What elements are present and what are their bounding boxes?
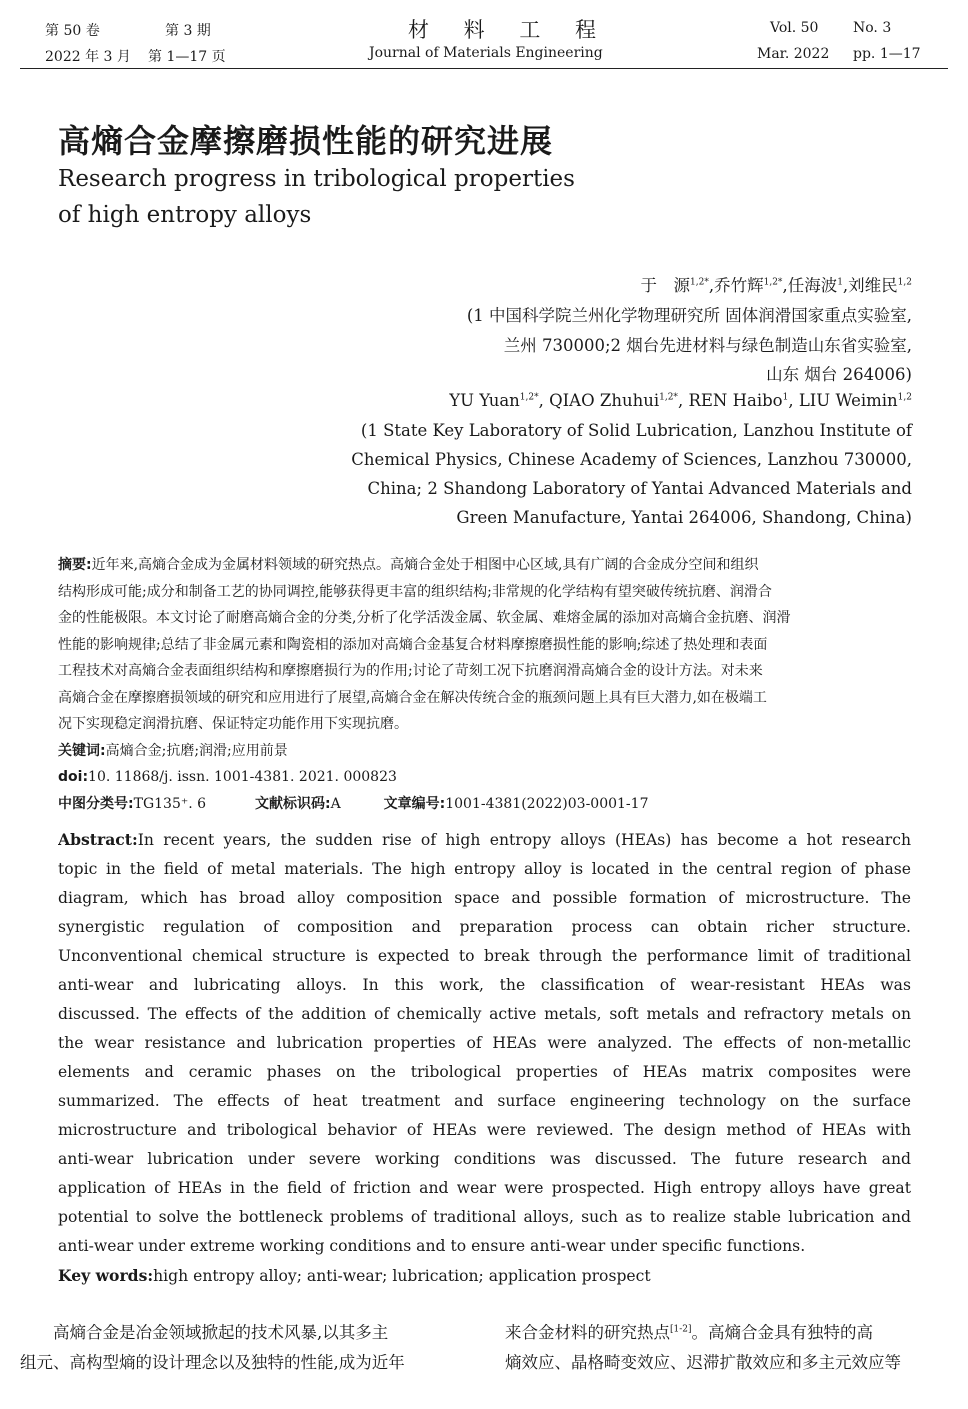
abstract-en-line: the wear resistance and lubrication properties of HEAs were analyzed. The effects of non-metallic <box>58 1034 911 1052</box>
abstract-en-line: synergistic regulation of composition and preparation process can obtain richer structure. <box>58 918 911 936</box>
body-text: 。高熵合金具有独特的高 <box>691 1323 874 1342</box>
abstract-en-line: diagram, which has broad alloy composition space and possible formation of microstructure. The <box>58 889 911 907</box>
body-line: 熵效应、晶格畸变效应、迟滞扩散效应和多主元效应等 <box>505 1353 901 1372</box>
abstract-cn-line: 况下实现稳定润滑抗磨、保证特定功能作用下实现抗磨。 <box>58 716 408 732</box>
abstract-cn-line: 金的性能极限。本文讨论了耐磨高熵合金的分类,分析了化学活泼金属、软金属、难熔金属的添加对高熵合金抗磨、润滑 <box>58 610 791 626</box>
author-name: 于 源 <box>640 276 691 295</box>
issue-en: No. 3 <box>853 20 892 36</box>
abstract-en <box>58 825 911 1291</box>
abstract-en-line: elements and ceramic phases on the tribological properties of HEAs matrix composites were <box>58 1063 911 1081</box>
keywords-cn-label: 关键词: <box>58 742 106 759</box>
doi-value: 10. 11868/j. issn. 1001-4381. 2021. 000823 <box>88 769 397 785</box>
keywords-cn-text: 高熵合金;抗磨;润滑;应用前景 <box>105 742 288 759</box>
abstract-en-line: potential to solve the bottleneck problems of traditional alloys, such as to realize stable lubrication and <box>58 1208 911 1226</box>
abstract-en-line: discussed. The effects of the addition of chemically active metals, soft metals and refractory metals on <box>58 1005 911 1023</box>
keywords-en-text: high entropy alloy; anti-wear; lubrication; application prospect <box>153 1267 651 1285</box>
author-affil-mark: 1,2* <box>519 392 539 403</box>
author-name: QIAO Zhuhui <box>549 391 660 410</box>
authors-cn: 于 源$^{1,2*}$,乔竹辉$^{1,2*}$,任海波$^1$,刘维民$^{1,2}$ <box>640 276 912 295</box>
journal-title-cn: 材 料 工 程 <box>408 18 611 42</box>
abstract-cn-line: 结构形成可能;成分和制备工艺的协同调控,能够获得更丰富的组织结构;非常规的化学结构有望突破传统抗磨、润滑合 <box>58 583 772 600</box>
affiliation-cn-line: 兰州 730000;2 烟台先进材料与绿色制造山东省实验室, <box>503 336 912 355</box>
abstract-cn-line: 近年来,高熵合金成为金属材料领域的研究热点。高熵合金处于相图中心区域,具有广阔的合金成分空间和组织 <box>91 557 759 573</box>
author-affil-mark: 1,2 <box>897 277 912 288</box>
journal-title-en: Journal of Materials Engineering <box>369 45 603 61</box>
volume-cn: 第 50 卷 <box>45 23 100 39</box>
clc-label: 中图分类号: <box>58 795 134 812</box>
abstract-en-line: microstructure and tribological behavior of HEAs were reviewed. The design method of HEAs with <box>58 1121 911 1139</box>
journal-header <box>20 0 948 69</box>
article-id-label: 文章编号: <box>383 795 446 812</box>
affiliation-en-line: Chemical Physics, Chinese Academy of Sciences, Lanzhou 730000, <box>351 450 912 469</box>
volume-en: Vol. 50 <box>770 20 819 36</box>
abstract-en-line: application of HEAs in the field of friction and wear were prospected. High entropy alloys have great <box>58 1179 911 1197</box>
doc-code-value: A <box>330 795 341 812</box>
author-affil-mark: 1 <box>837 277 843 288</box>
abstract-en-line: anti-wear lubrication under severe working conditions was discussed. The future research and <box>58 1150 911 1168</box>
abstract-en-line: In recent years, the sudden rise of high entropy alloys (HEAs) has become a hot research <box>137 831 911 849</box>
body-line: 组元、高构型熵的设计理念以及独特的性能,成为近年 <box>20 1353 405 1372</box>
abstract-cn-label: 摘要: <box>58 557 92 573</box>
abstract-cn-line: 工程技术对高熵合金表面组织结构和摩擦磨损行为的作用;讨论了苛刻工况下抗磨润滑高熵合金的设计方法。对未来 <box>58 663 763 679</box>
author-name: 任海波 <box>787 276 838 295</box>
author-name: 刘维民 <box>848 276 898 295</box>
abstract-en-line: topic in the field of metal materials. The high entropy alloy is located in the central region of phase <box>58 860 911 878</box>
author-affil-mark: 1,2* <box>659 392 678 403</box>
issue-cn: 第 3 期 <box>165 23 211 39</box>
author-affil-mark: 1 <box>782 392 789 403</box>
abstract-en-label: Abstract: <box>58 830 138 849</box>
affiliation-en-line: China; 2 Shandong Laboratory of Yantai Advanced Materials and <box>367 479 912 498</box>
affiliation-en-line: (1 State Key Laboratory of Solid Lubrication, Lanzhou Institute of <box>360 421 912 440</box>
classification-line <box>58 791 910 818</box>
keywords-en <box>58 1261 911 1291</box>
abstract-en-line: summarized. The effects of heat treatment and surface engineering technology on the surface <box>58 1092 911 1110</box>
body-left-column <box>20 1318 470 1378</box>
article-id-value: 1001-4381(2022)03-0001-17 <box>445 795 649 812</box>
affiliation-cn-line: (1 中国科学院兰州化学物理研究所 固体润滑国家重点实验室, <box>466 306 912 325</box>
body-text: 来合金材料的研究热点 <box>505 1323 670 1342</box>
pages-cn: 第 1—17 页 <box>148 49 226 65</box>
author-affil-mark: 1,2* <box>763 277 783 288</box>
author-name: REN Haibo <box>688 391 783 410</box>
author-name: 乔竹辉 <box>714 276 764 295</box>
body-line: 高熵合金是冶金领域掀起的技术风暴,以其多主 <box>20 1323 389 1342</box>
citation-mark: [1-2] <box>670 1324 692 1335</box>
abstract-en-line: Unconventional chemical structure is expected to break through the performance limit of traditional <box>58 947 911 965</box>
abstract-en-line: anti-wear and lubricating alloys. In this work, the classification of wear-resistant HEAs was <box>58 976 911 994</box>
article-title-en-line2: of high entropy alloys <box>58 202 312 228</box>
keywords-en-label: Key words: <box>58 1266 154 1285</box>
pages-en: pp. 1—17 <box>853 46 921 62</box>
keywords-cn <box>58 738 910 765</box>
author-name: YU Yuan <box>449 391 520 410</box>
author-name: LIU Weimin <box>798 391 898 410</box>
doi-label: doi: <box>58 769 89 785</box>
doi <box>58 764 910 791</box>
abstract-cn <box>58 552 910 817</box>
clc-value: TG135⁺. 6 <box>133 795 207 812</box>
authors-en: YU Yuan$^{1,2*}$, QIAO Zhuhui$^{1,2*}$, REN Haibo$^1$, LIU Weimin$^{1,2}$ <box>449 391 912 410</box>
author-affil-mark: 1,2* <box>690 277 709 288</box>
body-right-column <box>505 1318 957 1378</box>
abstract-en-line: anti-wear under extreme working conditions and to ensure anti-wear under specific functions. <box>58 1237 806 1255</box>
date-cn: 2022 年 3 月 <box>45 49 131 65</box>
affiliation-cn-line: 山东 烟台 264006) <box>766 365 912 384</box>
date-en: Mar. 2022 <box>757 46 830 62</box>
article-title-cn: 高熵合金摩擦磨损性能的研究进展 <box>58 122 554 160</box>
author-affil-mark: 1,2 <box>897 392 912 403</box>
abstract-cn-line: 高熵合金在摩擦磨损领域的研究和应用进行了展望,高熵合金在解决传统合金的瓶颈问题上具有巨大潜力,如在极端工 <box>58 689 767 706</box>
affiliation-en-line: Green Manufacture, Yantai 264006, Shandong, China) <box>456 508 912 527</box>
doc-code-label: 文献标识码: <box>254 795 331 812</box>
article-title-en-line1: Research progress in tribological properties <box>58 166 575 192</box>
abstract-cn-line: 性能的影响规律;总结了非金属元素和陶瓷相的添加对高熵合金基复合材料摩擦磨损性能的影响;综述了热处理和表面 <box>58 636 768 653</box>
